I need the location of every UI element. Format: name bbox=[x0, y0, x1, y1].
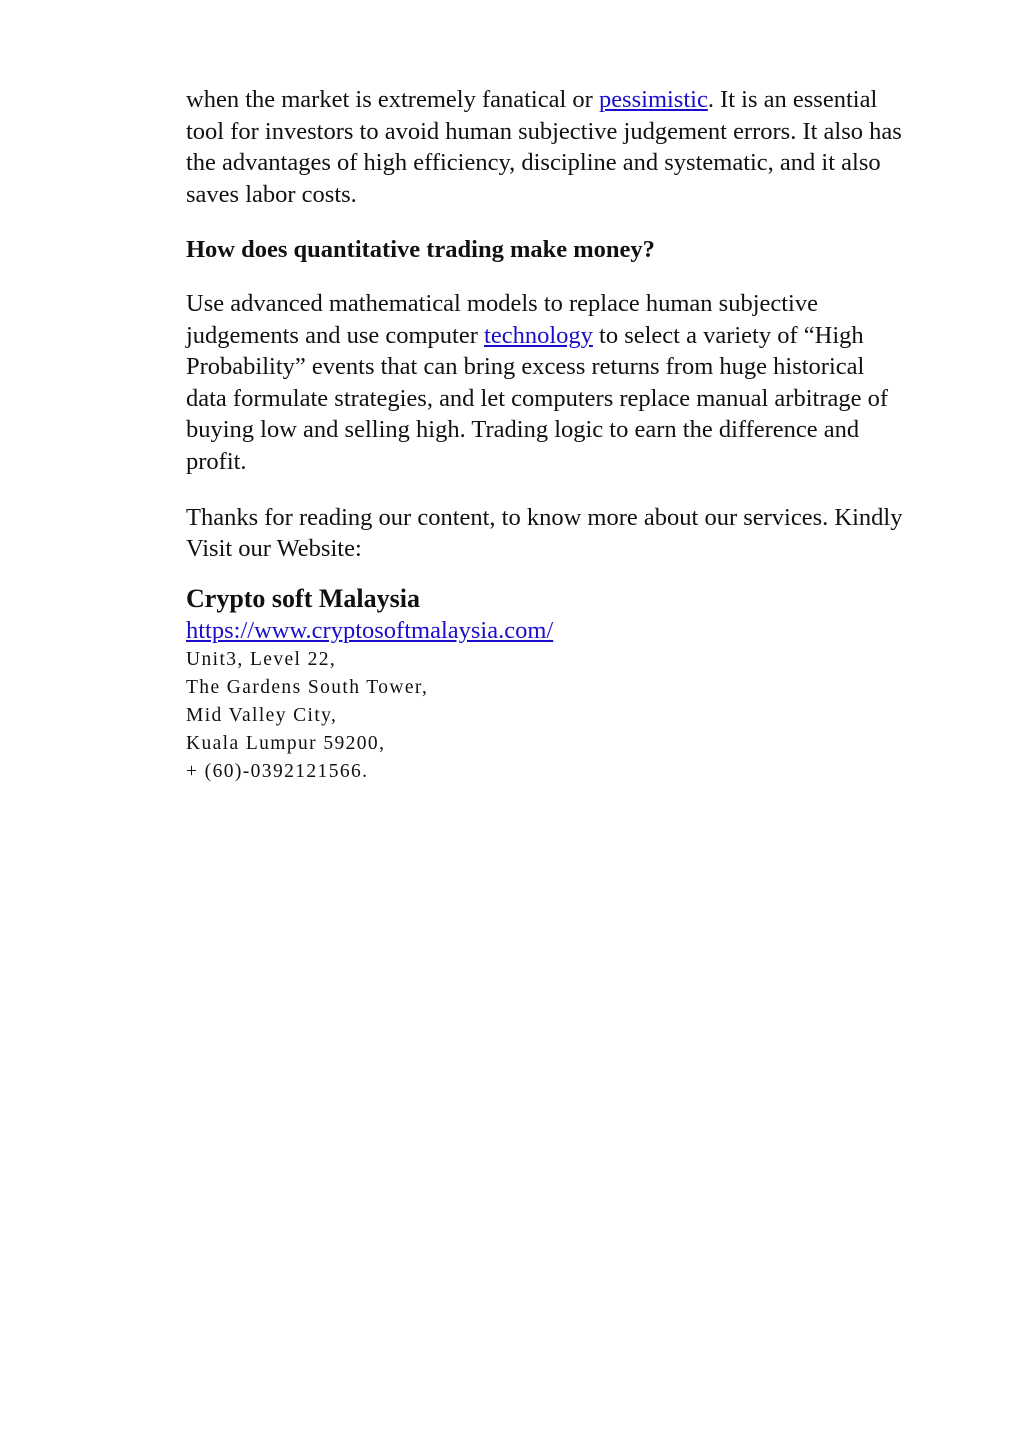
document-page bbox=[186, 84, 906, 786]
paragraph-intro-text-end: . It is an essential tool for investors to avoid human subjective judgement errors. It also has the advantages of high efficiency, discipline and systematic, and it also saves labor costs. bbox=[186, 86, 902, 208]
company-address bbox=[186, 646, 906, 786]
address-line-building: The Gardens South Tower, bbox=[186, 676, 429, 698]
pessimistic-link[interactable]: pessimistic bbox=[598, 86, 708, 113]
paragraph-explanation-text-end: to select a variety of “High Probability” events that can bring excess returns from huge historical data formulate strategies, and let computers replace manual arbitrage of buying low and selling high. Trading logic to earn the difference and profit. bbox=[186, 321, 889, 475]
paragraph-explanation bbox=[186, 288, 906, 478]
section-heading: How does quantitative trading make money? bbox=[186, 236, 655, 264]
address-line-unit: Unit3, Level 22, bbox=[186, 648, 337, 670]
paragraph-intro-text-start: when the market is extremely fanatical or bbox=[186, 86, 599, 113]
technology-link[interactable]: technology bbox=[484, 321, 593, 349]
address-line-area: Mid Valley City, bbox=[186, 704, 338, 726]
company-name: Crypto soft Malaysia bbox=[186, 583, 420, 613]
paragraph-thanks: Thanks for reading our content, to know more about our services. Kindly Visit our Website: bbox=[186, 503, 903, 563]
paragraph-intro bbox=[186, 84, 906, 210]
address-line-city: Kuala Lumpur 59200, bbox=[186, 732, 386, 754]
paragraph-explanation-text-start: Use advanced mathematical models to replace human subjective judgements and use computer bbox=[186, 289, 818, 349]
address-line-phone: + (60)-0392121566. bbox=[186, 760, 369, 782]
company-website-link[interactable]: https://www.cryptosoftmalaysia.com/ bbox=[186, 616, 554, 644]
